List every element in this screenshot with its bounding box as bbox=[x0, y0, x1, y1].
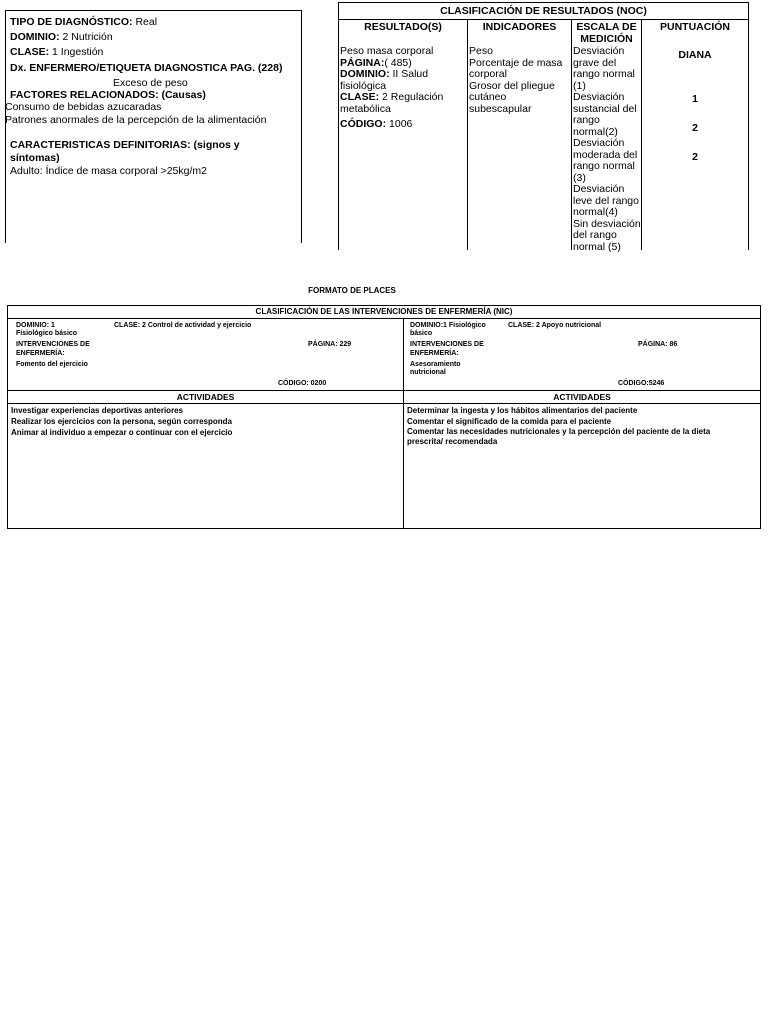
caracteristicas-label: CARACTERISTICAS DEFINITORIAS: (signos y bbox=[10, 139, 240, 151]
clase-value: 1 Ingestión bbox=[52, 46, 104, 58]
noc-divider bbox=[467, 20, 468, 250]
escala-line: grave del bbox=[573, 56, 617, 69]
nic-right-intervenciones: INTERVENCIONES DE bbox=[410, 341, 484, 348]
clase-line bbox=[10, 46, 103, 59]
actividad-item: Comentar el significado de la comida para el paciente bbox=[407, 417, 612, 426]
escala-line: rango normal bbox=[573, 160, 635, 172]
puntuacion-value: 1 bbox=[692, 93, 698, 105]
dx-label: Dx. ENFERMERO/ETIQUETA DIAGNOSTICA PAG. (228) bbox=[10, 62, 283, 74]
dominio-value: II Salud bbox=[392, 68, 429, 80]
nic-left-dominio: DOMINIO: 1 bbox=[16, 322, 55, 329]
codigo-label: CÓDIGO: bbox=[340, 118, 387, 130]
clase-value: 2 Regulación bbox=[382, 91, 444, 103]
nic-right-actividades-list bbox=[407, 405, 757, 446]
puntuacion-value: 2 bbox=[692, 122, 698, 134]
actividad-item: Comentar las necesidades nutricionales y la percepción del paciente de la dieta bbox=[407, 427, 711, 436]
diana-label: DIANA bbox=[678, 49, 712, 61]
escala-line: leve del rango bbox=[573, 194, 639, 207]
header-escala-line1: ESCALA DE bbox=[576, 21, 637, 33]
dominio-value: 2 Nutrición bbox=[62, 31, 113, 43]
header-indicadores: INDICADORES bbox=[482, 21, 557, 33]
nic-left-actividades-label: ACTIVIDADES bbox=[176, 392, 235, 402]
actividad-item-cont: prescrita/ recomendada bbox=[407, 436, 498, 446]
caracteristicas-value: Adulto: Índice de masa corporal >25kg/m2 bbox=[10, 165, 207, 177]
escala-line: moderada del bbox=[573, 148, 638, 161]
noc-table bbox=[338, 2, 749, 253]
tipo-label: TIPO DE DIAGNÓSTICO: bbox=[10, 16, 133, 28]
header-escala-line2: MEDICIÓN bbox=[580, 33, 633, 45]
clase-label: CLASE: bbox=[10, 46, 50, 58]
nic-divider bbox=[403, 319, 404, 528]
nic-left-pagina: PÁGINA: 229 bbox=[308, 341, 352, 348]
nic-title: CLASIFICACIÓN DE LAS INTERVENCIONES DE ENFERMERÍA (NIC) bbox=[8, 306, 760, 319]
nic-left-dominio-sub: Fisiológico básico bbox=[16, 330, 78, 337]
escala-line: rango normal bbox=[573, 68, 635, 80]
dominio-label: DOMINIO: bbox=[340, 68, 390, 80]
clase-label: CLASE: bbox=[340, 91, 380, 103]
puntuacion-value: 2 bbox=[692, 151, 698, 163]
nic-left-intervenciones-cont: ENFERMERÍA: bbox=[16, 350, 65, 357]
nic-right-actividades-label: ACTIVIDADES bbox=[553, 392, 611, 402]
diagnosis-box bbox=[5, 10, 302, 243]
factores-label: FACTORES RELACIONADOS: (Causas) bbox=[10, 89, 206, 101]
dominio-line bbox=[10, 31, 113, 44]
nic-left-intervenciones: INTERVENCIONES DE bbox=[16, 341, 90, 348]
indicador-item: Grosor del pliegue bbox=[469, 79, 555, 92]
escala-line: normal(2) bbox=[573, 125, 618, 138]
dominio-value-cont: fisiológica bbox=[340, 79, 387, 92]
nic-right-pagina: PÁGINA: 86 bbox=[638, 341, 678, 348]
resultado-nombre: Peso masa corporal bbox=[340, 45, 434, 57]
escala-line: normal (5) bbox=[573, 240, 621, 253]
caracteristicas-label-cont: síntomas) bbox=[10, 152, 60, 164]
places-title: FORMATO DE PLACES bbox=[308, 286, 396, 295]
nic-left-actividades-list bbox=[11, 405, 401, 438]
actividad-item: Determinar la ingesta y los hábitos alimentarios del paciente bbox=[407, 406, 638, 415]
nic-separator bbox=[8, 403, 760, 404]
tipo-line bbox=[10, 16, 157, 29]
resultado-cell bbox=[340, 46, 466, 131]
header-escala bbox=[572, 21, 641, 45]
actividad-item: Animar al individuo a empezar o continuar con el ejercicio bbox=[11, 428, 233, 437]
nic-right-intervencion-cont: nutricional bbox=[410, 369, 446, 376]
indicadores-cell bbox=[469, 46, 571, 115]
escala-line: Desviación bbox=[573, 137, 625, 149]
indicador-item: subescapular bbox=[469, 102, 532, 115]
header-resultados: RESULTADO(S) bbox=[364, 21, 442, 33]
nic-left-codigo: CÓDIGO: 0200 bbox=[278, 380, 327, 387]
factor-item: Consumo de bebidas azucaradas bbox=[5, 101, 162, 113]
escala-line: (3) bbox=[573, 171, 586, 184]
escala-line: Desviación bbox=[573, 183, 625, 195]
nic-right-intervenciones-cont: ENFERMERÍA: bbox=[410, 350, 459, 357]
dominio-label: DOMINIO: bbox=[10, 31, 60, 43]
escala-line: Desviación bbox=[573, 45, 625, 57]
nic-separator bbox=[8, 390, 760, 391]
nic-table bbox=[7, 305, 761, 529]
escala-line: (1) bbox=[573, 79, 586, 92]
noc-title: CLASIFICACIÓN DE RESULTADOS (NOC) bbox=[339, 3, 748, 20]
nic-right-clase: CLASE: 2 Apoyo nutricional bbox=[508, 322, 602, 329]
nic-right-dominio: DOMINIO:1 Fisiológico bbox=[410, 322, 486, 329]
escala-cell bbox=[573, 46, 641, 253]
escala-line: del rango bbox=[573, 229, 617, 241]
noc-divider bbox=[571, 20, 572, 250]
dx-value: Exceso de peso bbox=[113, 77, 188, 89]
indicador-item: cutáneo bbox=[469, 91, 507, 103]
escala-line: Sin desviación bbox=[573, 217, 641, 230]
factor-item: Patrones anormales de la percepción de la alimentación bbox=[5, 114, 267, 126]
nic-right-codigo: CÓDIGO:5246 bbox=[618, 380, 665, 387]
pagina-value: ( 485) bbox=[384, 56, 412, 69]
indicador-item: Peso bbox=[469, 45, 493, 57]
pagina-label: PÁGINA: bbox=[340, 56, 385, 69]
actividad-item: Realizar los ejercicios con la persona, según corresponda bbox=[11, 417, 232, 426]
codigo-value: 1006 bbox=[389, 118, 413, 130]
escala-line: Desviación bbox=[573, 91, 625, 103]
nic-left-intervencion: Fomento del ejercicio bbox=[16, 361, 88, 368]
escala-line: normal(4) bbox=[573, 206, 618, 218]
nic-right-dominio-sub: básico bbox=[410, 330, 433, 337]
indicador-item: Porcentaje de masa bbox=[469, 56, 563, 69]
nic-left-clase: CLASE: 2 Control de actividad y ejercicio bbox=[114, 322, 252, 329]
header-puntuacion: PUNTUACIÓN bbox=[660, 21, 730, 33]
tipo-value: Real bbox=[135, 16, 158, 28]
actividad-item: Investigar experiencias deportivas anteriores bbox=[11, 406, 184, 415]
clase-value-cont: metabólica bbox=[340, 102, 391, 115]
nic-right-intervencion: Asesoramiento bbox=[410, 361, 461, 368]
indicador-item: corporal bbox=[469, 68, 507, 80]
escala-line: sustancial del bbox=[573, 102, 637, 115]
escala-line: rango bbox=[573, 114, 600, 126]
